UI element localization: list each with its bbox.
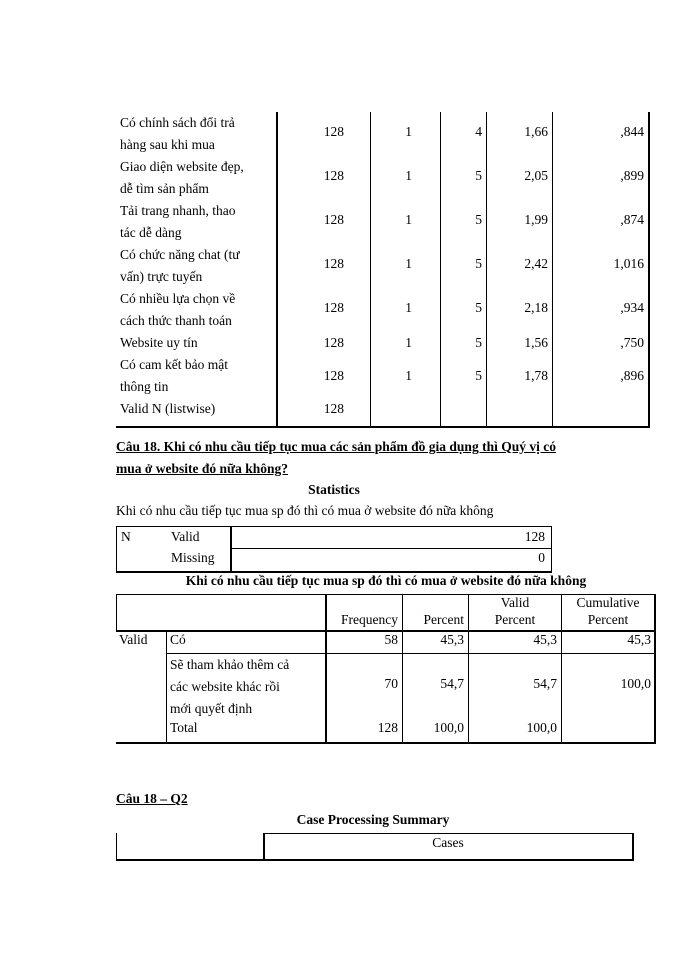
question-heading xyxy=(116,436,646,480)
row-label-line1: Website uy tín xyxy=(120,335,198,350)
valid-label: Valid xyxy=(171,529,200,544)
percent-value: 54,7 xyxy=(440,676,464,691)
header-cumulative-1: Cumulative xyxy=(576,595,640,610)
sd-value: ,874 xyxy=(620,212,644,227)
n-value: 128 xyxy=(323,256,344,271)
row-label-line1: Có cam kết bảo mật xyxy=(120,357,228,372)
percent-value: 100,0 xyxy=(433,720,464,735)
mean-value: 2,18 xyxy=(524,300,548,315)
n-value: 128 xyxy=(323,401,344,416)
max-value: 5 xyxy=(475,212,482,227)
statistics-subtitle: Khi có nhu cầu tiếp tục mua sp đó thì có mua ở website đó nữa không xyxy=(116,503,494,518)
column-divider xyxy=(325,594,327,744)
row-label-line2: tác dễ dàng xyxy=(120,225,182,240)
n-value: 128 xyxy=(323,368,344,383)
mean-value: 1,56 xyxy=(524,335,548,350)
table-row xyxy=(116,398,650,424)
group-label-valid: Valid xyxy=(119,632,148,647)
min-value: 1 xyxy=(405,256,412,271)
max-value: 4 xyxy=(475,124,482,139)
n-value: 128 xyxy=(323,212,344,227)
row-label-line2: cách thức thanh toán xyxy=(120,313,232,328)
valid-percent-value: 54,7 xyxy=(533,676,557,691)
column-divider xyxy=(116,833,117,859)
column-divider xyxy=(263,833,265,859)
cumulative-value: 45,3 xyxy=(627,632,651,647)
table-row xyxy=(116,244,650,288)
column-divider xyxy=(654,594,656,744)
min-value: 1 xyxy=(405,335,412,350)
row-label-line2: hàng sau khi mua xyxy=(120,137,215,152)
max-value: 5 xyxy=(475,256,482,271)
row-divider xyxy=(230,548,551,549)
mean-value: 1,78 xyxy=(524,368,548,383)
table-row xyxy=(116,112,650,156)
row-label-line2: thông tin xyxy=(120,379,169,394)
valid-value: 128 xyxy=(524,529,545,544)
row-label xyxy=(170,654,289,720)
header-percent: Percent xyxy=(423,612,464,627)
min-value: 1 xyxy=(405,124,412,139)
cases-header: Cases xyxy=(432,835,464,850)
n-value: 128 xyxy=(323,124,344,139)
frequency-title: Khi có nhu cầu tiếp tục mua sp đó thì có mua ở website đó nữa không xyxy=(185,573,587,588)
min-value: 1 xyxy=(405,168,412,183)
row-divider xyxy=(263,833,634,834)
header-valid-percent-2: Percent xyxy=(494,612,536,627)
header-frequency: Frequency xyxy=(341,612,398,627)
n-value: 128 xyxy=(323,300,344,315)
n-value: 128 xyxy=(323,335,344,350)
row-label-line: Sẽ tham khảo thêm cả xyxy=(170,657,290,672)
column-divider xyxy=(632,833,634,859)
question-line2: mua ở website đó nữa không? xyxy=(116,461,288,476)
table-row xyxy=(116,200,650,244)
row-divider xyxy=(116,742,656,744)
row-label-line1: Valid N (listwise) xyxy=(120,401,216,416)
sd-value: ,934 xyxy=(620,300,644,315)
section-heading: Câu 18 – Q2 xyxy=(116,791,188,806)
row-label-line: mới quyết định xyxy=(170,701,253,716)
sd-value: ,844 xyxy=(620,124,644,139)
row-label-line2: dễ tìm sản phẩm xyxy=(120,181,209,196)
question-line1: Câu 18. Khi có nhu cầu tiếp tục mua các sản phẩm đồ gia dụng thì Quý vị có xyxy=(116,439,556,454)
row-label-line1: Giao diện website đẹp, xyxy=(120,159,244,174)
case-summary-table xyxy=(116,833,634,861)
percent-value: 45,3 xyxy=(440,632,464,647)
column-divider xyxy=(402,594,403,744)
row-label: Có xyxy=(170,632,186,647)
column-divider xyxy=(116,594,117,630)
row-label-line2: vấn) trực tuyến xyxy=(120,269,203,284)
mean-value: 2,05 xyxy=(524,168,548,183)
descriptive-stats-table xyxy=(116,112,650,428)
row-label-line: các website khác rồi xyxy=(170,679,280,694)
header-valid-percent-1: Valid xyxy=(500,595,530,610)
frequency-value: 58 xyxy=(384,632,398,647)
max-value: 5 xyxy=(475,335,482,350)
column-divider xyxy=(166,630,167,742)
sd-value: 1,016 xyxy=(613,256,644,271)
column-divider xyxy=(230,527,232,571)
min-value: 1 xyxy=(405,300,412,315)
mean-value: 2,42 xyxy=(524,256,548,271)
table-row xyxy=(116,288,650,332)
cumulative-value: 100,0 xyxy=(620,676,651,691)
sd-value: ,899 xyxy=(620,168,644,183)
missing-value: 0 xyxy=(538,550,545,565)
max-value: 5 xyxy=(475,300,482,315)
column-divider xyxy=(561,594,562,744)
row-label-line1: Có chính sách đổi trả xyxy=(120,115,235,130)
valid-percent-value: 45,3 xyxy=(533,632,557,647)
frequency-table xyxy=(116,594,656,744)
valid-percent-value: 100,0 xyxy=(526,720,557,735)
row-label-line1: Có nhiều lựa chọn về xyxy=(120,291,236,306)
mean-value: 1,66 xyxy=(524,124,548,139)
table-row xyxy=(116,354,650,398)
header-cumulative-2: Percent xyxy=(587,612,629,627)
max-value: 5 xyxy=(475,368,482,383)
row-label: Total xyxy=(170,720,198,735)
max-value: 5 xyxy=(475,168,482,183)
table-row xyxy=(116,332,650,354)
mean-value: 1,99 xyxy=(524,212,548,227)
column-divider xyxy=(468,594,469,744)
statistics-table xyxy=(116,526,552,573)
frequency-value: 70 xyxy=(384,676,398,691)
statistics-title: Statistics xyxy=(308,482,360,497)
min-value: 1 xyxy=(405,212,412,227)
sd-value: ,750 xyxy=(620,335,644,350)
table-row xyxy=(116,156,650,200)
case-summary-title: Case Processing Summary xyxy=(296,812,450,827)
row-label-line1: Có chức năng chat (tư xyxy=(120,247,240,262)
n-label: N xyxy=(121,529,131,544)
sd-value: ,896 xyxy=(620,368,644,383)
min-value: 1 xyxy=(405,368,412,383)
missing-label: Missing xyxy=(171,550,215,565)
frequency-value: 128 xyxy=(377,720,398,735)
row-label-line1: Tải trang nhanh, thao xyxy=(120,203,236,218)
n-value: 128 xyxy=(323,168,344,183)
